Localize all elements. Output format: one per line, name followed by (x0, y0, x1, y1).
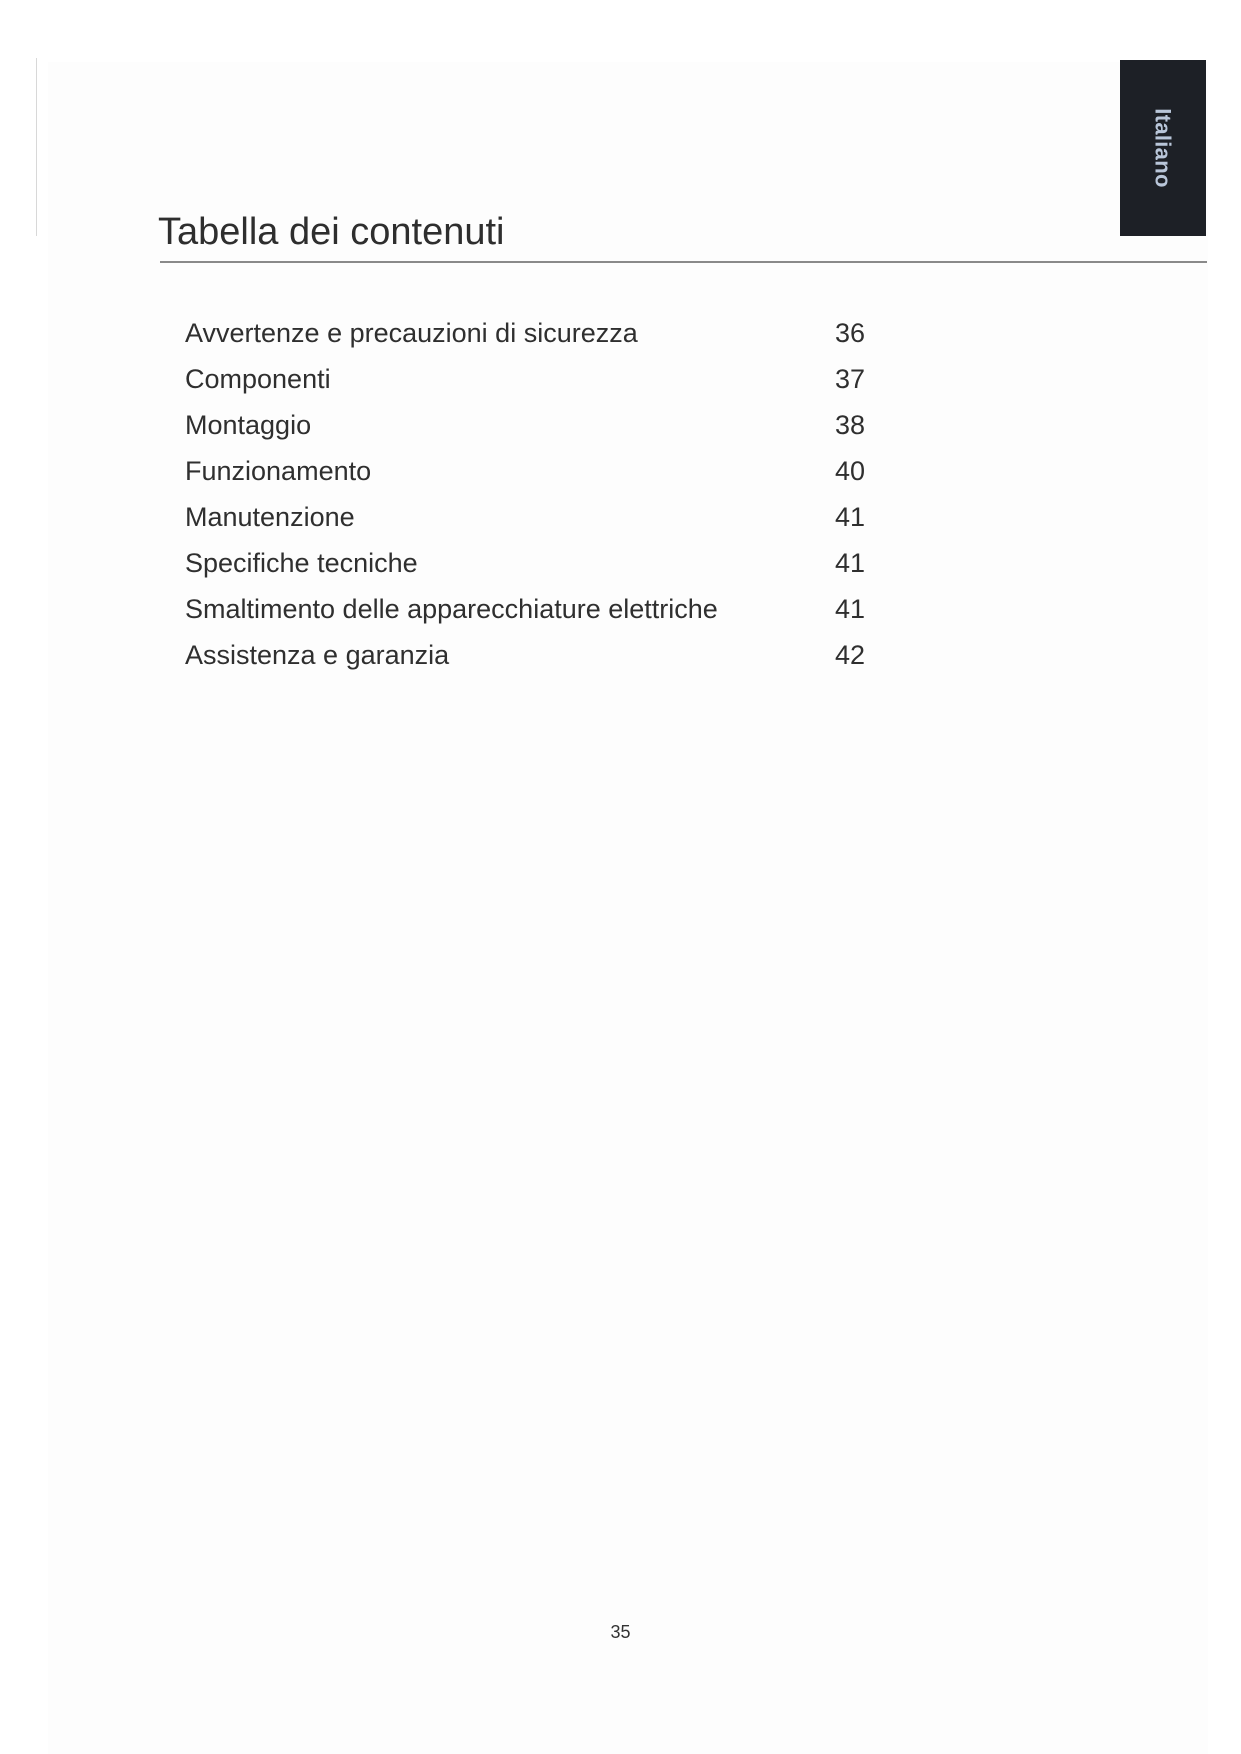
table-of-contents (185, 310, 865, 678)
toc-entry-specifications[interactable] (185, 540, 865, 586)
toc-entry-label: Specifiche tecniche (185, 547, 418, 578)
toc-entry-page: 38 (834, 409, 865, 440)
toc-entry-page: 41 (834, 593, 865, 624)
toc-entry-page: 42 (834, 639, 865, 670)
language-tab (1120, 60, 1206, 236)
toc-entry-label: Funzionamento (185, 455, 372, 486)
title-divider (160, 261, 1207, 263)
toc-entry-label: Smaltimento delle apparecchiature elettriche (185, 593, 718, 624)
toc-entry-disposal[interactable] (185, 586, 865, 632)
toc-entry-page: 40 (834, 455, 865, 486)
toc-entry-warranty[interactable] (185, 632, 865, 678)
toc-entry-components[interactable] (185, 356, 865, 402)
toc-entry-maintenance[interactable] (185, 494, 865, 540)
toc-entry-page: 37 (834, 363, 865, 394)
toc-entry-label: Montaggio (185, 409, 312, 440)
page-edge-line (36, 58, 37, 236)
toc-entry-label: Componenti (185, 363, 331, 394)
toc-entry-label: Manutenzione (185, 501, 355, 532)
page-number: 35 (610, 1622, 631, 1642)
toc-entry-assembly[interactable] (185, 402, 865, 448)
toc-entry-page: 41 (834, 501, 865, 532)
toc-entry-page: 36 (834, 317, 865, 348)
toc-entry-safety[interactable] (185, 310, 865, 356)
toc-entry-label: Avvertenze e precauzioni di sicurezza (185, 317, 638, 348)
page-title: Tabella dei contenuti (158, 211, 505, 253)
language-tab-label: Italiano (1150, 108, 1176, 188)
toc-entry-page: 41 (834, 547, 865, 578)
toc-entry-operation[interactable] (185, 448, 865, 494)
toc-entry-label: Assistenza e garanzia (185, 639, 450, 670)
